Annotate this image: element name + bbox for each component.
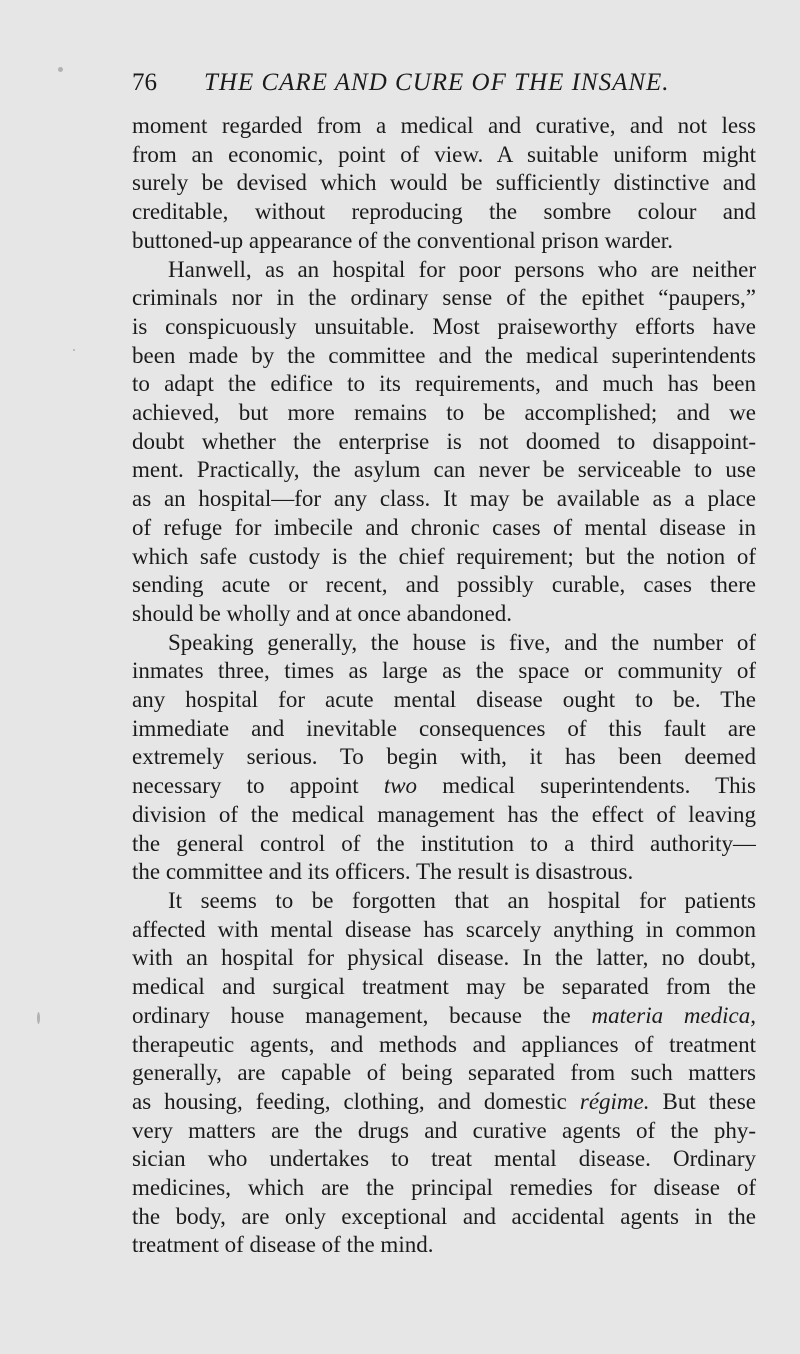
text-line: immediate and inevitable consequences of this fault are: [132, 715, 756, 741]
paragraph-4: [132, 887, 756, 1260]
text-line: buttoned-up appearance of the conventional prison warder.: [132, 227, 673, 253]
text-line: as an hospital—for any class. It may be available as a place: [132, 486, 756, 512]
text-line: any hospital for acute mental disease ought to be. The: [132, 687, 756, 713]
text-fragment: ordinary house management, because the: [132, 1002, 592, 1028]
paper-spot: [58, 67, 63, 72]
text-fragment: necessary to appoint: [132, 773, 384, 799]
text-line: extremely serious. To begin with, it has been deemed: [132, 744, 756, 770]
text-line: ment. Practically, the asylum can never be serviceable to use: [132, 457, 756, 483]
text-line: division of the medical management has the effect of leaving: [132, 801, 756, 827]
paragraph-2: [132, 256, 756, 629]
text-line: been made by the committee and the medical superintendents: [132, 342, 756, 368]
text-line: treatment of disease of the mind.: [132, 1232, 434, 1258]
text-line: is conspicuously unsuitable. Most praiseworthy efforts have: [132, 313, 756, 339]
text-line: to adapt the edifice to its requirements, and much has been: [132, 371, 756, 397]
text-line: medicines, which are the principal remedies for disease of: [132, 1175, 756, 1201]
italic-word: two: [383, 773, 418, 799]
text-line: inmates three, times as large as the space or community of: [132, 658, 756, 684]
text-line: [132, 772, 756, 801]
text-line: with an hospital for physical disease. In the latter, no doubt,: [132, 945, 756, 971]
text-line: sending acute or recent, and possibly curable, cases there: [132, 572, 756, 598]
text-line: the body, are only exceptional and accidental agents in the: [132, 1203, 756, 1229]
text-line: affected with mental disease has scarcely anything in common: [132, 916, 756, 942]
text-line: therapeutic agents, and methods and appliances of treatment: [132, 1031, 756, 1057]
text-line: medical and surgical treatment may be separated from the: [132, 974, 756, 1000]
body-text: [132, 112, 756, 1260]
text-line: should be wholly and at once abandoned.: [132, 600, 513, 626]
text-fragment: medical superintendents. This: [417, 773, 756, 799]
paper-spot: [73, 349, 75, 351]
text-line: [132, 1088, 756, 1117]
text-line: the general control of the institution to a third authority—: [132, 830, 756, 856]
text-line: very matters are the drugs and curative agents of the phy-: [132, 1117, 756, 1143]
text-line: achieved, but more remains to be accomplished; and we: [132, 400, 756, 426]
text-line: Speaking generally, the house is five, and the number of: [168, 629, 756, 655]
text-line: moment regarded from a medical and curative, and not less: [132, 113, 756, 138]
italic-word: régime.: [579, 1088, 650, 1114]
text-line: which safe custody is the chief requirement; but the notion of: [132, 543, 756, 569]
text-line: [132, 1002, 756, 1031]
text-line: from an economic, point of view. A suitable uniform might: [132, 141, 756, 167]
text-fragment: as housing, feeding, clothing, and domestic: [132, 1088, 580, 1114]
paragraph-1: [132, 112, 756, 256]
text-fragment: But these: [649, 1088, 756, 1114]
text-line: criminals nor in the ordinary sense of the epithet “paupers,”: [132, 285, 756, 311]
text-line: doubt whether the enterprise is not doomed to disappoint-: [132, 428, 756, 454]
text-line: the committee and its officers. The result is disastrous.: [132, 859, 634, 885]
page-number: 76: [132, 69, 157, 96]
text-line: Hanwell, as an hospital for poor persons who are neither: [168, 256, 756, 282]
text-line: It seems to be forgotten that an hospital for patients: [168, 887, 756, 913]
text-line: of refuge for imbecile and chronic cases of mental disease in: [132, 514, 756, 540]
italic-phrase: materia medica,: [591, 1002, 756, 1028]
text-line: sician who undertakes to treat mental disease. Ordinary: [132, 1146, 756, 1172]
text-line: surely be devised which would be sufficiently distinctive and: [132, 170, 756, 196]
paragraph-3: [132, 629, 756, 887]
paper-spot: [37, 1012, 40, 1024]
running-title: THE CARE AND CURE OF THE INSANE.: [204, 69, 670, 96]
text-line: creditable, without reproducing the sombre colour and: [132, 199, 756, 225]
text-line: generally, are capable of being separated from such matters: [132, 1060, 756, 1086]
running-head: [132, 62, 752, 104]
